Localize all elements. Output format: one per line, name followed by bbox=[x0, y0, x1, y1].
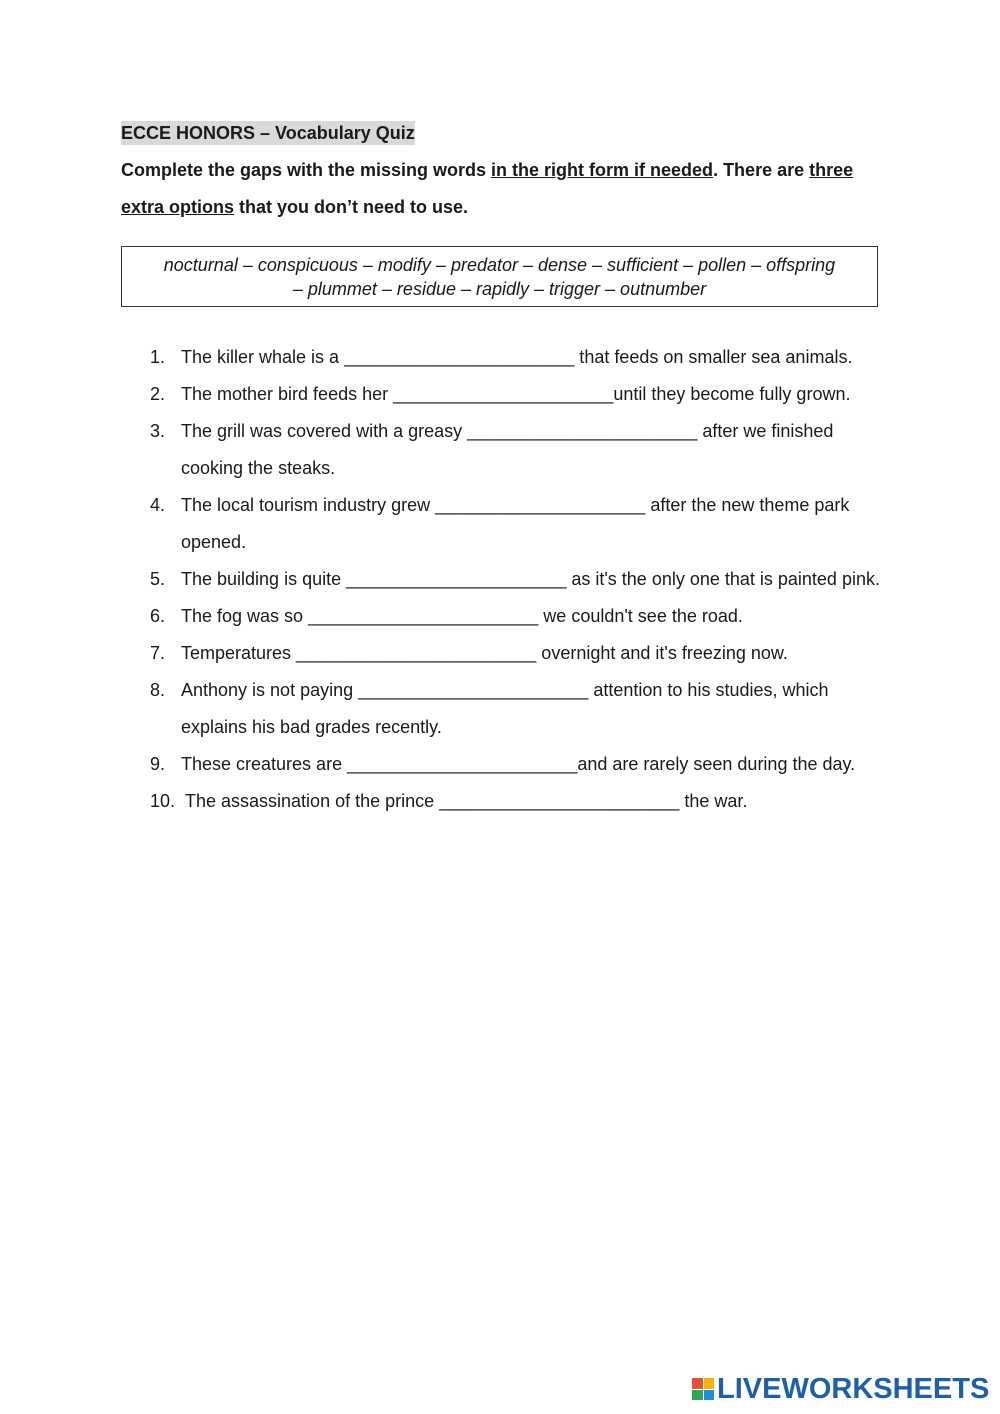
question-text: The grill was covered with a greasy _______________________ after we finished cooking the steaks. bbox=[181, 421, 834, 478]
question-number: 6. bbox=[150, 606, 166, 626]
question-number: 10. bbox=[150, 791, 176, 811]
question-item bbox=[150, 746, 890, 783]
instructions-text-2: . There are bbox=[713, 160, 810, 180]
instructions-underlined-1: in the right form if needed bbox=[491, 160, 714, 180]
question-text: These creatures are _______________________and are rarely seen during the day. bbox=[181, 754, 856, 774]
question-item bbox=[150, 672, 890, 746]
logo-mark-square bbox=[692, 1390, 703, 1401]
logo-mark-icon bbox=[692, 1378, 714, 1400]
question-text: The fog was so _______________________ we couldn't see the road. bbox=[181, 606, 743, 626]
question-list bbox=[150, 339, 890, 820]
logo-mark-square bbox=[692, 1378, 703, 1389]
question-number: 4. bbox=[150, 495, 166, 515]
question-text: The assassination of the prince ________________________ the war. bbox=[185, 791, 748, 811]
question-text: Temperatures ________________________ overnight and it's freezing now. bbox=[181, 643, 788, 663]
question-number: 1. bbox=[150, 347, 166, 367]
question-item bbox=[150, 413, 890, 487]
word-bank-line-1: nocturnal – conspicuous – modify – predator – dense – sufficient – pollen – offspring bbox=[163, 254, 836, 275]
page-title: ECCE HONORS – Vocabulary Quiz bbox=[121, 123, 415, 143]
question-text: Anthony is not paying _______________________ attention to his studies, which explains his bad grades recently. bbox=[181, 680, 829, 737]
question-text: The local tourism industry grew _____________________ after the new theme park opened. bbox=[181, 495, 850, 552]
word-bank-line-2: – plummet – residue – rapidly – trigger – outnumber bbox=[292, 278, 707, 299]
question-number: 3. bbox=[150, 421, 166, 441]
question-item bbox=[150, 783, 890, 820]
question-item bbox=[150, 487, 890, 561]
question-number: 8. bbox=[150, 680, 166, 700]
question-item bbox=[150, 598, 890, 635]
question-item bbox=[150, 376, 890, 413]
question-text: The mother bird feeds her ______________________until they become fully grown. bbox=[181, 384, 851, 404]
logo-mark-square bbox=[704, 1378, 715, 1389]
question-number: 5. bbox=[150, 569, 166, 589]
question-item bbox=[150, 635, 890, 672]
instructions bbox=[121, 152, 881, 226]
logo-text: LIVEWORKSHEETS bbox=[717, 1372, 990, 1405]
instructions-text-1: Complete the gaps with the missing words bbox=[121, 160, 492, 180]
liveworksheets-logo bbox=[692, 1374, 989, 1404]
question-text: The killer whale is a _______________________ that feeds on smaller sea animals. bbox=[181, 347, 853, 367]
question-text: The building is quite ______________________ as it's the only one that is painted pink. bbox=[181, 569, 880, 589]
question-number: 2. bbox=[150, 384, 166, 404]
question-number: 7. bbox=[150, 643, 166, 663]
word-bank-box bbox=[121, 246, 878, 307]
word-bank bbox=[135, 253, 865, 301]
question-item bbox=[150, 561, 890, 598]
question-item bbox=[150, 339, 890, 376]
instructions-text-3: that you don’t need to use. bbox=[234, 197, 469, 217]
instructions-underlined-2: three extra options bbox=[121, 160, 854, 217]
logo-mark-square bbox=[704, 1390, 715, 1401]
question-number: 9. bbox=[150, 754, 166, 774]
